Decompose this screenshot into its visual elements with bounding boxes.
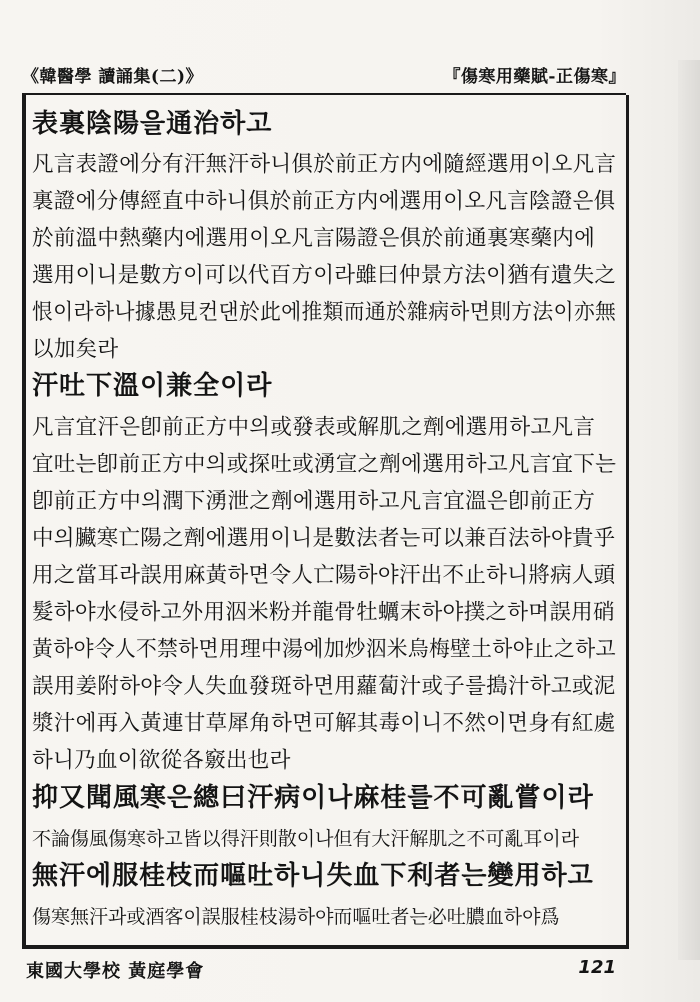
body-line: 凡言表證에分有汗無汗하니俱於前正方内에隨經選用이오凡言 xyxy=(32,152,617,177)
running-footer xyxy=(26,957,626,987)
body-line: 中의臟寒亡陽之劑에選用이니是數法者는可以兼百法하야貴乎 xyxy=(32,526,616,551)
body-line: 選用이니是數方이可以代百方이라雖曰仲景方法이猶有遺失之 xyxy=(32,263,617,288)
running-header xyxy=(22,62,626,92)
body-line: 恨이라하나據愚見컨댄於此에推類而通於雜病하면則方法이亦無 xyxy=(32,300,617,325)
section-heading: 汗吐下溫이兼全이라 xyxy=(32,371,273,401)
header-chapter-title: 『傷寒用藥賦-正傷寒』 xyxy=(443,67,626,87)
body-line: 不論傷風傷寒하고皆以得汗則散이나但有大汗解肌之不可亂耳이라 xyxy=(32,828,580,850)
body-line: 髮하야水侵하고外用泅米粉并龍骨牡蠣末하야撲之하며誤用硝 xyxy=(32,600,615,625)
body-line: 宜吐는卽前正方中의或探吐或湧宣之劑에選用하고凡言宜下는 xyxy=(32,452,617,477)
body-line: 用之當耳라誤用麻黃하면令人亡陽하야汗出不止하니將病人頭 xyxy=(32,563,616,588)
section-heading: 無汗에服桂枝而嘔吐하니失血下利者는變用하고 xyxy=(32,861,594,891)
body-line: 傷寒無汗과或酒客이誤服桂枝湯하야而嘔吐者는必吐膿血하야爲 xyxy=(32,906,560,928)
body-line: 以加矣라 xyxy=(32,337,119,362)
body-line: 卽前正方中의潤下湧泄之劑에選用하고凡言宜溫은卽前正方 xyxy=(32,489,596,514)
body-line: 誤用姜附하야令人失血發斑하면用蘿蔔汁或子를搗汁하고或泥 xyxy=(32,674,616,699)
body-line: 凡言宜汗은卽前正方中의或發表或解肌之劑에選用하고凡言 xyxy=(32,415,596,440)
body-line: 漿汁에再入黃連甘草犀角하면可解其毒이니不然이면身有紅處 xyxy=(32,711,616,736)
body-line: 하니乃血이欲從各竅出也라 xyxy=(32,748,291,773)
body-line: 於前溫中熱藥内에選用이오凡言陽證은俱於前通裏寒藥内에 xyxy=(32,226,596,251)
header-book-title: 《韓醫學 讀誦集(二)》 xyxy=(22,67,204,87)
footer-publisher: 東國大學校 黃庭學會 xyxy=(26,961,205,982)
section-heading: 抑又聞風寒은總曰汗病이나麻桂를不可亂嘗이라 xyxy=(32,783,594,813)
section-heading: 表裏陰陽을通治하고 xyxy=(32,109,273,139)
page-edge-shadow xyxy=(678,60,700,960)
body-line: 黃하야令人不禁하면用理中湯에加炒泅米烏梅壁土하야止之하고 xyxy=(32,637,616,662)
body-line: 裏證에分傳經直中하니俱於前正方内에選用이오凡言陰證은俱 xyxy=(32,189,616,214)
page-number: 121 xyxy=(578,957,616,978)
